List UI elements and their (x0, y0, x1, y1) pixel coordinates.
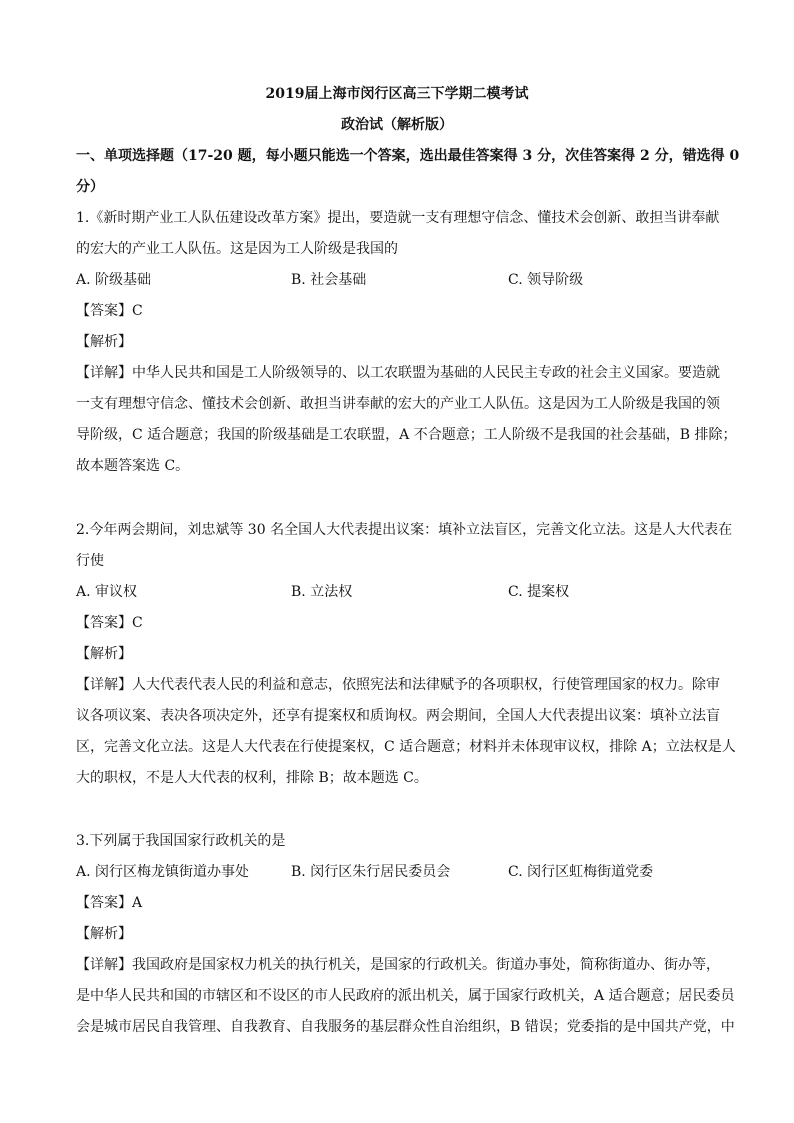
question-1-option-a: A. 阶级基础 (76, 272, 152, 288)
question-2-stem-continued: 行使 (76, 553, 104, 569)
page-title: 2019届上海市闵行区高三下学期二模考试 (265, 86, 529, 102)
section-heading-continued: 分） (76, 179, 104, 195)
question-3-option-c: C. 闵行区虹梅街道党委 (508, 864, 654, 880)
question-3-answer: 【答案】A (76, 895, 143, 911)
question-3-analysis-label: 【解析】 (76, 926, 132, 942)
question-2-detail-line: 大的职权，不是人大代表的权利，排除 B；故本题选 C。 (76, 770, 428, 786)
question-1-detail-line: 故本题答案选 C。 (76, 458, 190, 474)
question-1-analysis-label: 【解析】 (76, 334, 132, 350)
question-2-detail-line: 议各项议案、表决各项决定外，还享有提案权和质询权。两会期间，全国人大代表提出议案：填补立法盲 (76, 708, 720, 724)
question-1-detail-line: 一支有理想守信念、懂技术会创新、敢担当讲奉献的宏大的产业工人队伍。这是因为工人阶级是我国的领 (76, 396, 720, 412)
question-2-stem: 2.今年两会期间，刘忠斌等 30 名全国人大代表提出议案：填补立法盲区，完善文化立法。这是人大代表在 (76, 522, 733, 538)
question-1-stem-continued: 的宏大的产业工人队伍。这是因为工人阶级是我国的 (76, 241, 398, 257)
question-1-detail-line: 【详解】中华人民共和国是工人阶级领导的、以工农联盟为基础的人民民主专政的社会主义国家。要造就 (76, 365, 720, 381)
question-2-detail-line: 【详解】人大代表代表人民的利益和意志，依照宪法和法律赋予的各项职权，行使管理国家的权力。除审 (76, 677, 720, 693)
question-2-detail-line: 区，完善文化立法。这是人大代表在行使提案权，C 适合题意；材料并未体现审议权，排除 A；立法权是人 (76, 739, 736, 755)
question-2-analysis-label: 【解析】 (76, 646, 132, 662)
question-2-option-b: B. 立法权 (291, 584, 353, 600)
question-1-option-b: B. 社会基础 (291, 272, 367, 288)
page-subtitle: 政治试（解析版） (341, 117, 453, 133)
question-2-option-c: C. 提案权 (508, 584, 570, 600)
question-2-answer: 【答案】C (76, 615, 143, 631)
question-3-detail-line: 是中华人民共和国的市辖区和不设区的市人民政府的派出机关，属于国家行政机关，A 适合题意；居民委员 (76, 988, 735, 1004)
question-1-stem: 1.《新时期产业工人队伍建设改革方案》提出，要造就一支有理想守信念、懂技术会创新、敢担当讲奉献 (76, 210, 720, 226)
question-2-option-a: A. 审议权 (76, 584, 138, 600)
question-3-detail-line: 【详解】我国政府是国家权力机关的执行机关，是国家的行政机关。街道办事处，简称街道办、街办等， (76, 957, 720, 973)
question-1-answer: 【答案】C (76, 303, 143, 319)
question-1-detail-line: 导阶级，C 适合题意；我国的阶级基础是工农联盟，A 不合题意；工人阶级不是我国的社会基础，B 排除； (76, 427, 737, 443)
question-3-stem: 3.下列属于我国国家行政机关的是 (76, 833, 286, 849)
question-3-detail-line: 会是城市居民自我管理、自我教育、自我服务的基层群众性自治组织，B 错误；党委指的是中国共产党，中 (76, 1019, 735, 1035)
question-3-option-a: A. 闵行区梅龙镇街道办事处 (76, 864, 250, 880)
question-1-option-c: C. 领导阶级 (508, 272, 584, 288)
section-heading: 一、单项选择题（17-20 题，每小题只能选一个答案，选出最佳答案得 3 分，次佳答案得 2 分，错选得 0 (76, 148, 740, 164)
question-3-option-b: B. 闵行区朱行居民委员会 (291, 864, 451, 880)
